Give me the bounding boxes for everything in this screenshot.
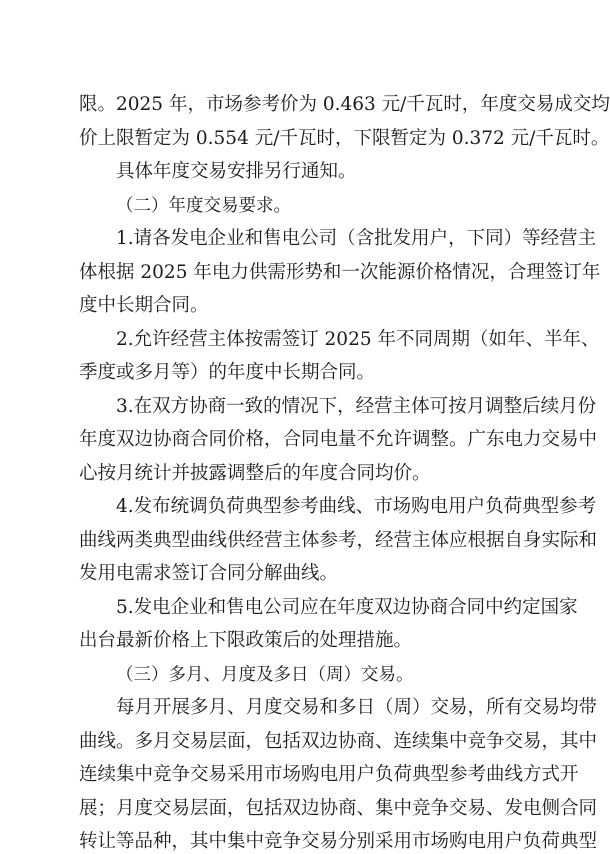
body-line: 具体年度交易安排另行通知。	[116, 161, 357, 182]
body-line: 季度或多月等）的年度中长期合同。	[79, 362, 376, 383]
body-line: 年度双边协商合同价格，合同电量不允许调整。广东电力交易中	[79, 429, 598, 450]
body-line: 展；月度交易层面，包括双边协商、集中竞争交易、发电侧合同	[79, 798, 598, 819]
body-line: 2.允许经营主体按需签订 2025 年不同周期（如年、半年、	[116, 329, 600, 350]
body-line: 出台最新价格上下限政策后的处理措施。	[79, 630, 413, 651]
body-line: 5.发电企业和售电公司应在年度双边协商合同中约定国家	[116, 597, 578, 618]
body-line: 价上限暂定为 0.554 元/千瓦时，下限暂定为 0.372 元/千瓦时。	[79, 128, 610, 149]
body-line: 曲线。多月交易层面，包括双边协商、连续集中竞争交易，其中	[79, 731, 598, 752]
body-line: 发用电需求签订合同分解曲线。	[79, 563, 339, 584]
section-heading: （二）年度交易要求。	[116, 196, 291, 216]
body-line: 度中长期合同。	[79, 295, 209, 316]
body-line: 3.在双方协商一致的情况下，经营主体可按月调整后续月份	[116, 396, 597, 417]
body-line: 限。2025 年，市场参考价为 0.463 元/千瓦时，年度交易成交均	[79, 94, 610, 115]
body-line: 每月开展多月、月度交易和多日（周）交易，所有交易均带	[116, 697, 598, 718]
body-line: 转让等品种，其中集中竞争交易分别采用市场购电用户负荷典型	[79, 831, 598, 852]
body-line: 1.请各发电企业和售电公司（含批发用户，下同）等经营主	[116, 228, 597, 249]
body-line: 体根据 2025 年电力供需形势和一次能源价格情况，合理签订年	[79, 262, 601, 283]
section-heading: （三）多月、月度及多日（周）交易。	[116, 665, 414, 685]
body-line: 曲线两类典型曲线供经营主体参考，经营主体应根据自身实际和	[79, 530, 598, 551]
body-line: 心按月统计并披露调整后的年度合同均价。	[79, 463, 431, 484]
body-line: 连续集中竞争交易采用市场购电用户负荷典型参考曲线方式开	[79, 764, 579, 785]
body-line: 4.发布统调负荷典型参考曲线、市场购电用户负荷典型参考	[116, 496, 597, 517]
